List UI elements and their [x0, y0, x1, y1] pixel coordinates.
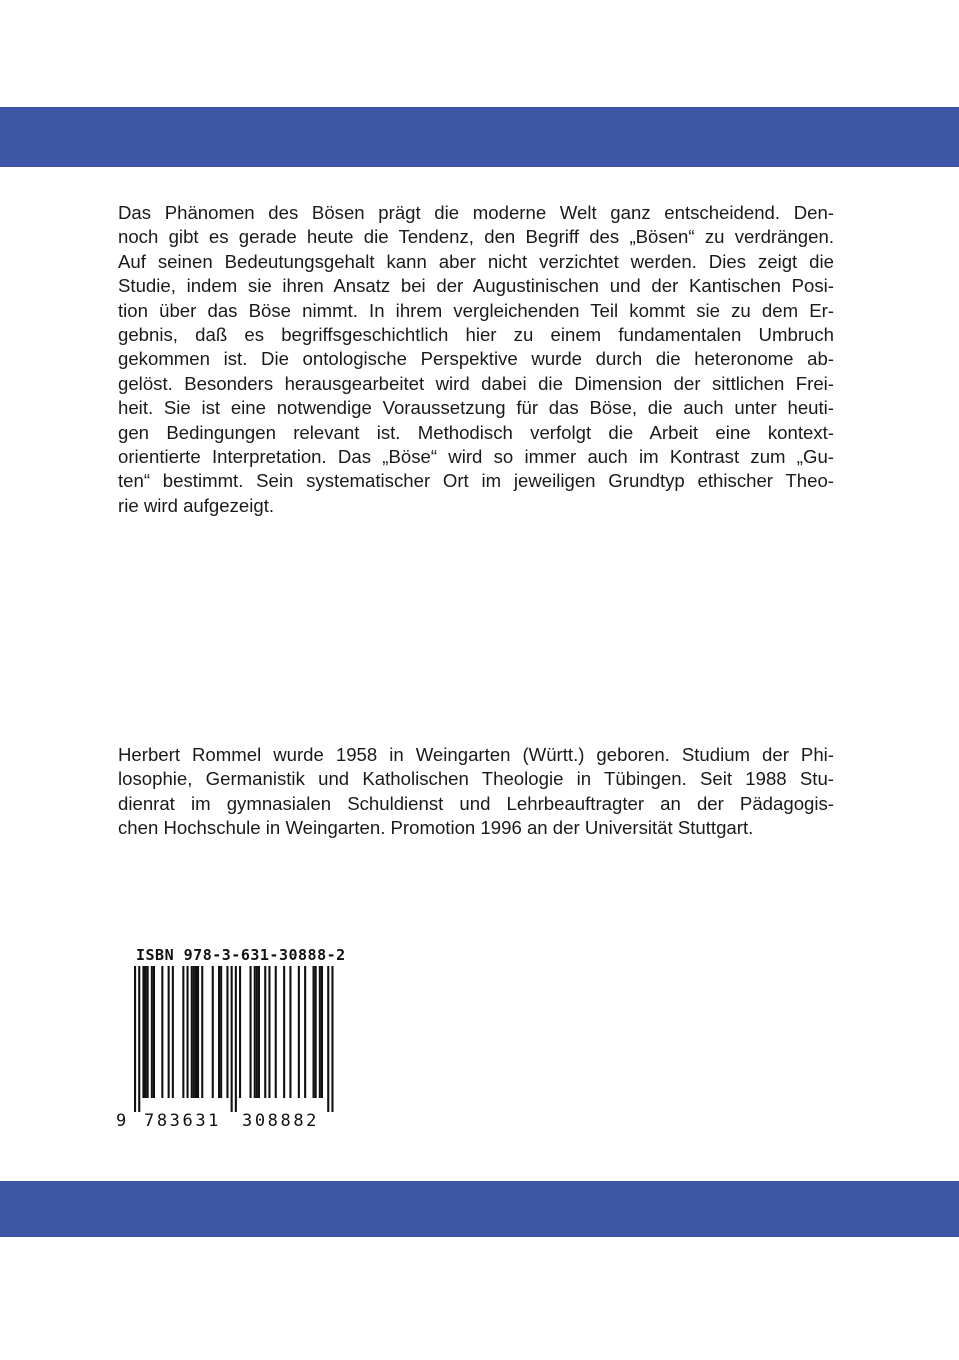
- barcode-bar: [147, 966, 149, 1098]
- barcode-bar: [239, 966, 241, 1098]
- bottom-color-band: [0, 1181, 959, 1237]
- bio-line: dienrat im gymnasialen Schuldienst und Lehrbeauftragter an der Pädagogis-: [118, 792, 834, 814]
- barcode-bar: [250, 966, 252, 1098]
- barcode-bar: [319, 966, 321, 1098]
- isbn-label: ISBN 978-3-631-30888-2: [136, 946, 346, 964]
- barcode-bar: [195, 966, 197, 1098]
- barcode-bar: [212, 966, 214, 1098]
- summary-line: gebnis, daß es begriffsgeschichtlich hier zu einem fundamentalen Umbruch: [118, 324, 834, 346]
- barcode-guard-bar: [327, 966, 329, 1112]
- barcode-bar: [153, 966, 155, 1098]
- summary-line: gekommen ist. Die ontologische Perspektive wurde durch die heteronome ab-: [118, 348, 834, 370]
- summary-line: tion über das Böse nimmt. In ihrem vergleichenden Teil kommt sie zu dem Er-: [118, 299, 834, 321]
- barcode-bar: [197, 966, 199, 1098]
- barcode-bar: [298, 966, 300, 1098]
- barcode-bar: [193, 966, 195, 1098]
- barcode-bar: [151, 966, 153, 1098]
- barcode-bar: [191, 966, 193, 1098]
- summary-line: Das Phänomen des Bösen prägt die moderne Welt ganz entscheidend. Den-: [118, 202, 834, 223]
- barcode-guard-bar: [331, 966, 333, 1112]
- barcode-bar: [218, 966, 220, 1098]
- summary-line: noch gibt es gerade heute die Tendenz, den Begriff des „Bösen“ zu verdrängen.: [118, 226, 834, 248]
- barcode-bar: [264, 966, 266, 1098]
- summary-line: gen Bedingungen relevant ist. Methodisch verfolgt die Arbeit eine kontext-: [118, 421, 834, 443]
- barcode-bar: [161, 966, 163, 1098]
- summary-line: heit. Sie ist eine notwendige Voraussetzung für das Böse, die auch unter heuti-: [118, 397, 834, 419]
- barcode-bar: [220, 966, 222, 1098]
- barcode-bar: [275, 966, 277, 1098]
- barcode-bar: [313, 966, 315, 1098]
- isbn-barcode: [116, 946, 346, 1136]
- barcode-bar: [145, 966, 147, 1098]
- barcode-bar: [254, 966, 256, 1098]
- bio-line: Herbert Rommel wurde 1958 in Weingarten (Württ.) geboren. Studium der Phi-: [118, 744, 834, 765]
- author-bio: [118, 743, 834, 841]
- bio-line: losophie, Germanistik und Katholischen Theologie in Tübingen. Seit 1988 Stu-: [118, 768, 834, 790]
- book-summary: [118, 201, 834, 518]
- barcode-guard-bar: [235, 966, 237, 1112]
- ean-left-group: 783631: [144, 1111, 222, 1131]
- barcode-bar: [142, 966, 144, 1098]
- barcode-bar: [187, 966, 189, 1098]
- barcode-bar: [258, 966, 260, 1098]
- barcode-bar: [226, 966, 228, 1098]
- summary-line: ten“ bestimmt. Sein systematischer Ort im jeweiligen Grundtyp ethischer Theo-: [118, 470, 834, 492]
- barcode-bar: [315, 966, 317, 1098]
- barcode-bar: [321, 966, 323, 1098]
- barcode-guard-bar: [231, 966, 233, 1112]
- barcode-bar: [304, 966, 306, 1098]
- barcode-guard-bar: [134, 966, 136, 1112]
- barcode-bar: [283, 966, 285, 1098]
- barcode-bars: [116, 966, 346, 1114]
- barcode-guard-bar: [138, 966, 140, 1112]
- barcode-bar: [289, 966, 291, 1098]
- summary-line: Auf seinen Bedeutungsgehalt kann aber nicht verzichtet werden. Dies zeigt die: [118, 250, 834, 272]
- barcode-bar: [168, 966, 170, 1098]
- summary-line: rie wird aufgezeigt.: [118, 494, 275, 516]
- summary-line: orientierte Interpretation. Das „Böse“ wird so immer auch im Kontrast zum „Gu-: [118, 446, 834, 468]
- barcode-bar: [256, 966, 258, 1098]
- bio-line: chen Hochschule in Weingarten. Promotion 1996 an der Universität Stuttgart.: [118, 817, 754, 839]
- barcode-bar: [201, 966, 203, 1098]
- barcode-bar: [182, 966, 184, 1098]
- ean-right-group: 308882: [242, 1111, 320, 1131]
- barcode-bar: [172, 966, 174, 1098]
- summary-line: gelöst. Besonders herausgearbeitet wird dabei die Dimension der sittlichen Frei-: [118, 372, 834, 394]
- barcode-bar: [268, 966, 270, 1098]
- top-color-band: [0, 107, 959, 167]
- summary-line: Studie, indem sie ihren Ansatz bei der Augustinischen und der Kantischen Posi-: [118, 275, 834, 297]
- ean-first-digit: 9: [116, 1111, 127, 1131]
